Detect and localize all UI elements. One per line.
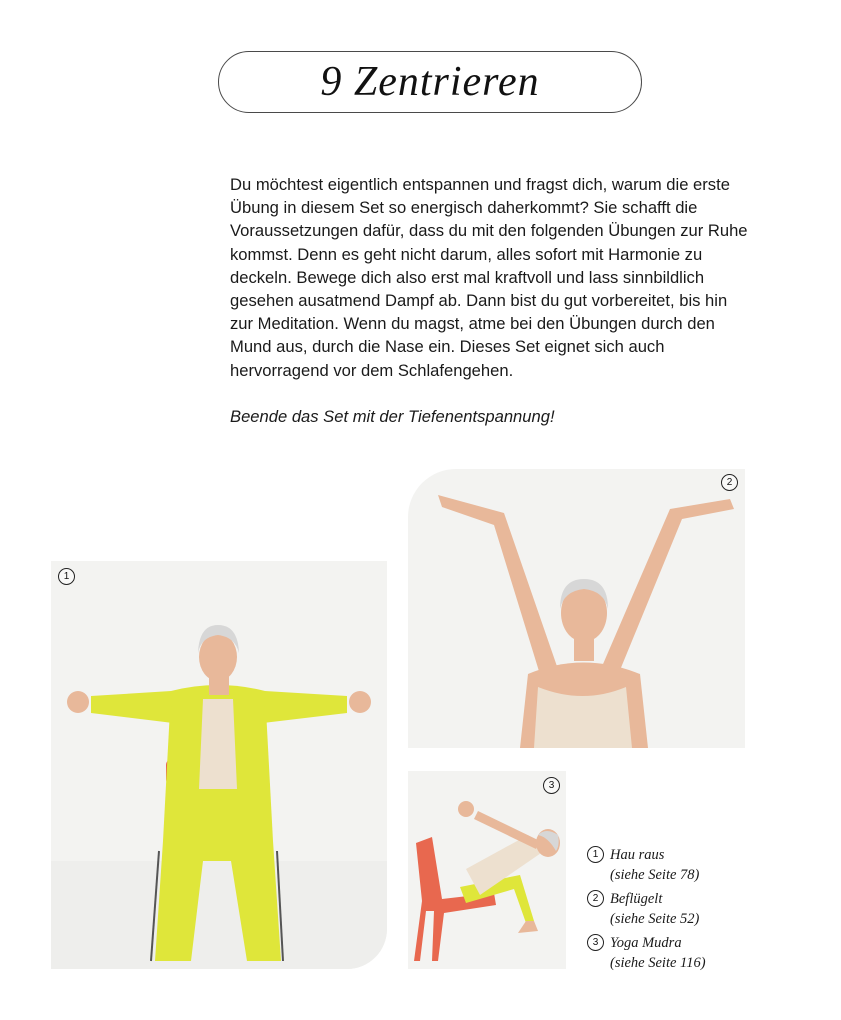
photo-yoga-mudra [408,771,566,969]
photo-number-badge: 3 [543,777,560,794]
legend-item [587,933,787,973]
photo-befluegelt [408,469,745,748]
legend-exercise-name: Beflügelt [610,891,663,907]
arms-raised-illustration [408,469,745,748]
closing-note: Beende das Set mit der Tiefenentspannung! [230,407,555,426]
photo-number-badge: 2 [721,474,738,491]
photo-number-badge: 1 [58,568,75,585]
seated-arms-out-illustration [51,561,387,969]
legend-exercise-name: Hau raus [610,847,665,863]
page-title: 9 Zentrieren [320,59,540,105]
title-frame [218,51,642,113]
legend-number: 1 [587,846,604,863]
forward-fold-illustration [408,771,566,969]
exercise-legend [587,845,787,977]
legend-page-ref: (siehe Seite 78) [610,867,700,883]
legend-item [587,845,787,885]
legend-page-ref: (siehe Seite 116) [610,955,706,971]
photo-hau-raus [51,561,387,969]
legend-page-ref: (siehe Seite 52) [610,911,700,927]
legend-exercise-name: Yoga Mudra [610,935,682,951]
legend-number: 3 [587,934,604,951]
intro-paragraph: Du möchtest eigentlich entspannen und fragst dich, warum die erste Übung in diesem Set so energisch daherkommt? Sie schafft die Voraussetzungen dafür, dass du mit den folgenden Übungen zur Ruhe kommst. Denn es geht nicht darum, alles sofort mit Harmonie zu deckeln. Bewege dich also erst mal kraftvoll und lass sinnbildlich gesehen ausatmend Dampf ab. Dann bist du gut vorbereitet, bis hin zur Meditation. Wenn du magst, atme bei den Übungen durch den Mund aus, durch die Nase ein. Dieses Set eignet sich auch hervorragend vor dem Schlafengehen. [230,175,748,380]
legend-number: 2 [587,890,604,907]
legend-item [587,889,787,929]
